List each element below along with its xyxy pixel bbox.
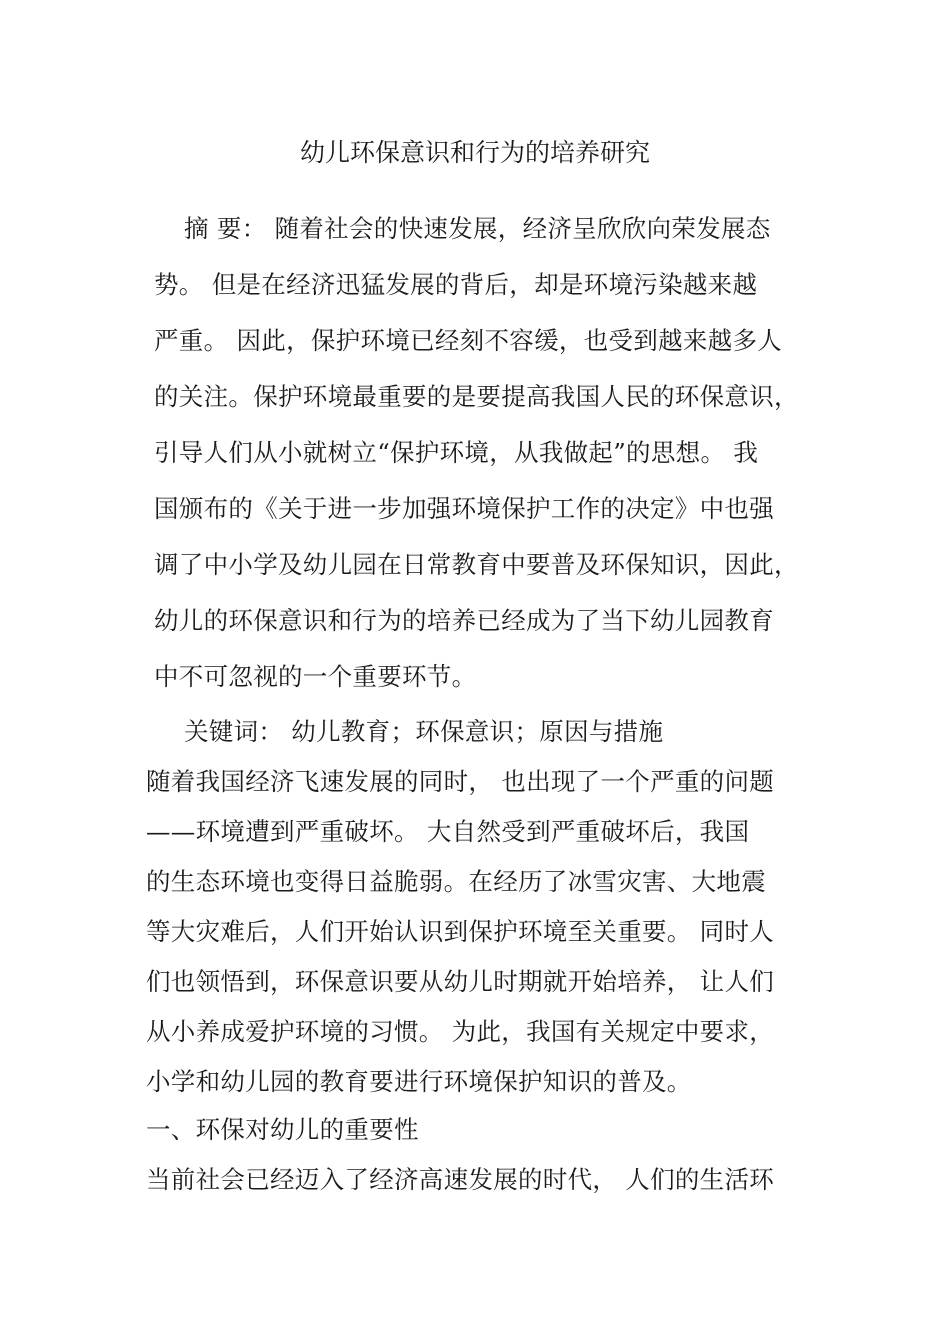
abstract-line: 调了中小学及幼儿园在日常教育中要普及环保知识，因此， bbox=[154, 550, 799, 579]
body-line: 等大灾难后，人们开始认识到保护环境至关重要。 同时人 bbox=[146, 917, 775, 946]
abstract-line: 的关注。保护环境最重要的是要提高我国人民的环保意识， bbox=[154, 382, 799, 411]
body-line: 随着我国经济飞速发展的同时， 也出现了一个严重的问题 bbox=[146, 767, 775, 796]
abstract-line: 幼儿的环保意识和行为的培养已经成为了当下幼儿园教育 bbox=[154, 606, 774, 635]
body-line: 从小养成爱护环境的习惯。 为此，我国有关规定中要求， bbox=[146, 1017, 775, 1046]
abstract-line: 严重。 因此，保护环境已经刻不容缓，也受到越来越多人 bbox=[154, 326, 783, 355]
abstract-line: 国颁布的《关于进一步加强环境保护工作的决定》中也强 bbox=[154, 494, 774, 523]
abstract-line: 摘 要： 随着社会的快速发展，经济呈欣欣向荣发展态 bbox=[184, 214, 771, 243]
section-line: 当前社会已经迈入了经济高速发展的时代， 人们的生活环 bbox=[146, 1165, 775, 1194]
body-line: 小学和幼儿园的教育要进行环境保护知识的普及。 bbox=[146, 1067, 692, 1096]
keywords-line: 关键词： 幼儿教育；环保意识；原因与措施 bbox=[184, 717, 664, 746]
abstract-line: 势。 但是在经济迅猛发展的背后，却是环境污染越来越 bbox=[154, 270, 758, 299]
body-line: ——环境遭到严重破坏。 大自然受到严重破坏后，我国 bbox=[146, 817, 750, 846]
section-heading: 一、环保对幼儿的重要性 bbox=[146, 1115, 419, 1144]
document-title: 幼儿环保意识和行为的培养研究 bbox=[299, 138, 650, 167]
body-line: 的生态环境也变得日益脆弱。在经历了冰雪灾害、大地震 bbox=[146, 867, 766, 896]
abstract-line: 引导人们从小就树立“保护环境，从我做起”的思想。 我 bbox=[154, 438, 759, 467]
abstract-line: 中不可忽视的一个重要环节。 bbox=[154, 662, 477, 691]
body-line: 们也领悟到，环保意识要从幼儿时期就开始培养， 让人们 bbox=[146, 967, 775, 996]
